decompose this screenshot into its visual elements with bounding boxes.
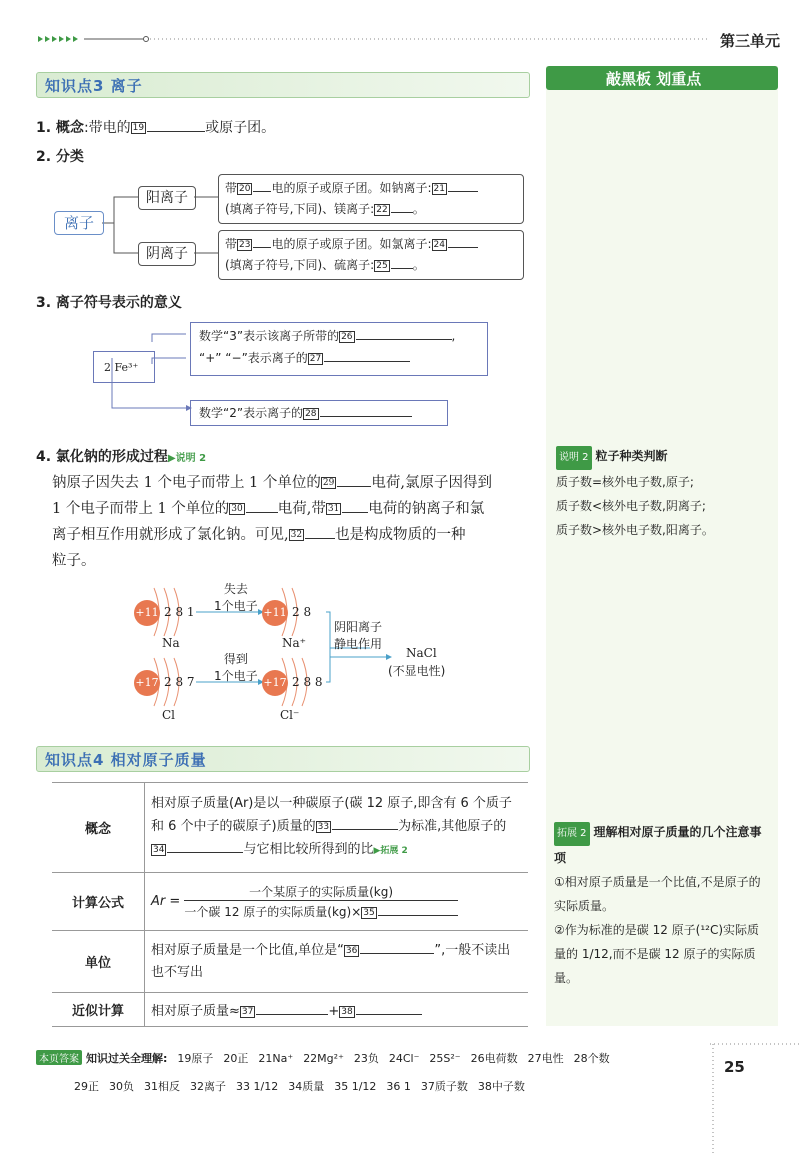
text: 。 [412,258,425,272]
text: “+” “−”表示离子的 [199,351,308,365]
blank[interactable] [147,117,205,132]
meaning-2 [190,400,448,426]
side-header-text: 敲黑板 划重点 [606,70,702,88]
blank-number: 32 [290,530,303,540]
cation-desc [218,174,524,224]
answer-item: 21Na⁺ [258,1052,294,1065]
na-electrons: 2 8 1 [164,605,195,619]
text: 得到 [223,652,248,666]
blank-number: 20 [239,183,251,194]
page-number: 25 [724,1058,745,1076]
blank[interactable] [320,402,412,417]
ion-node: 离子 [54,211,104,235]
text: + [328,1004,340,1019]
node-connectors [194,190,218,260]
row-value [145,993,529,1027]
text: 电荷的钠离子和氯 [368,501,485,517]
text: 电荷,氯原子因得到 [371,475,492,491]
cl-ion-nucleus: +17 [262,670,288,696]
answer-item: 19原子 [177,1052,214,1065]
blank[interactable] [332,815,398,830]
answer-item: 35 1/12 [334,1080,377,1093]
text: 电的原子或原子团。如氯离子: [271,237,432,251]
answer-item: 22Mg²⁺ [303,1052,344,1065]
answer-item: 31相反 [144,1080,180,1093]
anion-desc [218,230,524,280]
blank-number: 30 [231,504,243,514]
force-label [334,618,382,652]
blank[interactable] [253,233,271,248]
blank[interactable] [337,472,371,487]
text: 相对原子质量≈ [151,1004,240,1019]
na-ion-label: Na⁺ [282,636,306,650]
cl-nucleus: +17 [134,670,160,696]
text: 相对原子质量(Ar)是以一种碳原子(碳 12 原子,即含有 6 个质子和 6 个中子的碳原子)质量的 [151,796,512,834]
text: 或原子团。 [205,120,276,136]
text: 带 [225,181,238,195]
text: 也是构成物质的一种 [335,527,466,543]
gain-label [214,650,258,684]
blank[interactable] [356,1000,422,1015]
text: 1 个电子而带上 1 个单位的 [52,501,230,517]
answer-tag: 本页答案 [36,1050,82,1065]
answer-item: 32离子 [190,1080,226,1093]
heading-concept: 1. 概念 [36,120,84,136]
blank-number: 37 [241,1006,254,1017]
blank[interactable] [378,901,458,916]
blank-number: 35 [363,907,375,918]
extend-link[interactable]: ▶拓展 2 [373,846,408,856]
text: 1个电子 [214,599,258,613]
blank[interactable] [356,325,452,340]
text: 电荷,带 [277,501,326,517]
blank[interactable] [324,347,410,362]
side-panel-header [546,66,778,90]
text: :带电的 [83,120,131,136]
blank-number: 21 [433,183,445,194]
text: 。 [412,202,425,216]
anion-node: 阴离子 [138,242,196,266]
answer-item: 33 1/12 [236,1080,279,1093]
answer-item: 24Cl⁻ [388,1052,420,1065]
text: 1个电子 [214,669,258,683]
answer-item: 28个数 [573,1052,610,1065]
blank[interactable] [305,524,335,539]
blank[interactable] [448,177,478,192]
blank[interactable] [360,939,434,954]
fraction [184,883,457,920]
text: 离子相互作用就形成了氯化钠。可见, [52,527,289,543]
text: ”,一般不读出也不写出 [151,943,511,980]
text: 相对原子质量是一个比值,单位是“ [151,943,344,958]
answer-item: 38中子数 [477,1080,525,1093]
text: 数学“3”表示该离子所带的 [199,329,340,343]
side-extend-2 [554,820,770,990]
cl-label: Cl [162,708,176,722]
cl-ion-electrons: 2 8 8 [292,675,323,689]
row-value [145,931,529,993]
section-title-kp4: 知识点4 相对原子质量 [45,751,207,769]
answer-item: 29正 [74,1080,99,1093]
na-ion-electrons: 2 8 [292,605,312,619]
text: 为标准,其他原子的 [398,819,507,834]
answer-item: 23负 [353,1052,379,1065]
table-row [52,993,528,1027]
note-line: 质子数=核外电子数,原子; [556,475,694,489]
header-dots [38,34,708,44]
formula-lhs: Ar = [151,894,181,909]
unit-title: 第三单元 [719,32,780,50]
blank-number: 34 [153,844,165,855]
text: 钠原子因失去 1 个电子而带上 1 个单位的 [52,475,321,491]
answer-area [36,1050,706,1094]
nacl-paragraph [52,470,532,574]
blank-number: 22 [376,204,388,215]
text: 静电作用 [334,637,383,651]
row-value [145,873,529,931]
blank[interactable] [342,498,368,513]
answer-item: 27电性 [527,1052,564,1065]
answer-item: 26电荷数 [470,1052,518,1065]
blank-number: 27 [309,353,322,364]
blank-number: 24 [433,239,445,250]
side-note-2 [556,444,772,542]
heading-nacl: 4. 氯化钠的形成过程 [36,449,168,465]
blank-number: 29 [322,478,335,488]
text: 带 [225,237,238,251]
note-line: 质子数>核外电子数,阳离子。 [556,523,714,537]
numerator: 一个某原子的实际质量(kg) [184,883,457,901]
blank[interactable] [256,1000,328,1015]
blank[interactable] [448,233,478,248]
blank[interactable] [391,254,413,269]
answer-item: 20正 [223,1052,249,1065]
page-corner-dots [710,1040,800,1155]
note-tag: 说明 2 [556,446,592,470]
text: 失去 [223,582,248,596]
blank[interactable] [391,198,413,213]
text: , [451,329,456,343]
relative-mass-table [52,782,528,1027]
blank-number: 28 [305,408,317,419]
section-bar-kp3 [36,72,530,98]
heading-nacl-line [36,446,206,466]
blank[interactable] [253,177,271,192]
blank-number: 19 [132,123,145,133]
cl-ion-label: Cl⁻ [280,708,300,722]
answer-lead: 知识过关全理解: [86,1052,168,1065]
answer-row-2 [36,1078,706,1094]
text: (填离子符号,下同)、镁离子: [225,202,375,216]
row-key: 近似计算 [52,993,145,1027]
nacl-diagram [130,578,490,723]
ion-formula: 2 Fe³⁺ [104,361,139,374]
answer-item: 36 1 [386,1080,411,1093]
table-row [52,873,528,931]
section-bar-kp4 [36,746,530,772]
nacl-label: NaCl [406,646,437,660]
note-link[interactable]: ▶说明 2 [167,453,207,464]
na-label: Na [162,636,180,650]
table-row [52,931,528,993]
answer-item: 30负 [109,1080,134,1093]
extend-line: ①相对原子质量是一个比值,不是原子的实际质量。 [554,875,761,913]
answer-item: 25S²⁻ [429,1052,461,1065]
text: (填离子符号,下同)、硫离子: [225,258,375,272]
denominator: 一个碳 12 原子的实际质量(kg)× [184,905,362,919]
blank-number: 26 [341,331,353,342]
table-row [52,783,528,873]
cation-node: 阳离子 [138,186,196,210]
section-title-kp3: 知识点3 离子 [45,77,143,95]
formula-box [93,351,155,383]
extend-tag: 拓展 2 [554,822,590,846]
na-nucleus: +11 [134,600,160,626]
meaning-3 [190,322,488,376]
answer-item: 37质子数 [420,1080,468,1093]
blank-number: 31 [327,504,340,514]
blank-number: 25 [376,260,388,271]
blank-number: 36 [345,945,358,956]
row-key: 计算公式 [52,873,145,931]
extend-title: 理解相对原子质量的几个注意事项 [554,825,762,865]
extend-line: ②作为标准的是碳 12 原子(¹²C)实际质量的 1/12,而不是碳 12 原子的实际质量。 [554,923,760,985]
text: 数学“2”表示离子的 [199,406,304,420]
blank[interactable] [246,498,278,513]
row-key: 单位 [52,931,145,993]
text: 与它相比较所得到的比 [243,842,374,857]
cl-electrons: 2 8 7 [164,675,195,689]
lose-label [214,580,258,614]
row-key: 概念 [52,783,145,873]
answer-row-1 [167,1051,609,1066]
heading-ion-symbol: 3. 离子符号表示的意义 [36,295,182,311]
text: 粒子。 [52,553,96,569]
concept-line [36,117,275,137]
blank-number: 38 [341,1006,353,1017]
note-title: 粒子种类判断 [595,449,668,463]
blank-number: 23 [239,239,251,250]
text: 电的原子或原子团。如钠离子: [271,181,432,195]
answer-item: 34质量 [288,1080,325,1093]
na-ion-nucleus: +11 [262,600,288,626]
blank[interactable] [167,838,243,853]
blank-number: 33 [317,821,330,832]
heading-classification: 2. 分类 [36,149,84,165]
note-line: 质子数<核外电子数,阴离子; [556,499,706,513]
text: 阴阳离子 [334,620,383,634]
row-value [145,783,529,873]
neutral-label: (不显电性) [388,664,446,678]
